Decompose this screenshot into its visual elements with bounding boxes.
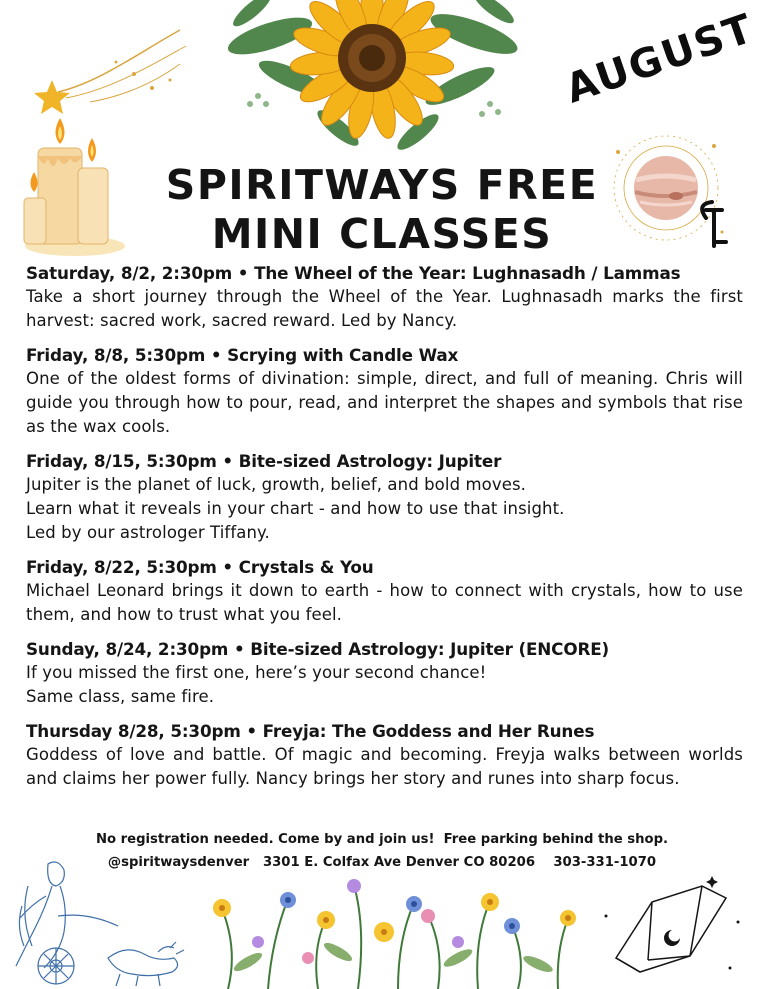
wildflowers-illustration — [188, 872, 588, 989]
event-title: Thursday 8/28, 5:30pm • Freyja: The Goddess and Her Runes — [26, 721, 595, 741]
sunflower-illustration — [222, 0, 522, 160]
page-title-line-1: SPIRITWAYS FREE — [165, 161, 599, 209]
event-description — [26, 579, 743, 627]
event-title: Sunday, 8/24, 2:30pm • Bite-sized Astrology: Jupiter (ENCORE) — [26, 639, 610, 659]
shooting-star-icon — [30, 22, 200, 122]
goddess-chariot-sketch — [8, 856, 194, 989]
event-description — [26, 285, 743, 333]
event-description-line: Take a short journey through the Wheel of the Year. Lughnasadh marks the first harvest: sacred work, sacred reward. Led by Nancy. — [26, 287, 743, 330]
event-item — [26, 556, 743, 627]
jupiter-symbol-icon — [702, 202, 726, 246]
event-title: Friday, 8/22, 5:30pm • Crystals & You — [26, 557, 374, 577]
month-heading: AUGUST — [560, 5, 760, 113]
crystal-moon-icon — [592, 872, 752, 982]
event-title: Saturday, 8/2, 2:30pm • The Wheel of the Year: Lughnasadh / Lammas — [26, 263, 681, 283]
event-item — [26, 344, 743, 439]
event-description-line: Same class, same fire. — [26, 687, 215, 706]
footer-contact: @spiritwaysdenver 3301 E. Colfax Ave Denver CO 80206 303-331-1070 — [107, 855, 657, 870]
event-description-line: Michael Leonard brings it down to earth - how to connect with crystals, how to use them, and how to trust what you feel. — [26, 581, 743, 624]
event-item — [26, 262, 743, 333]
event-description — [26, 367, 743, 439]
event-item — [26, 638, 743, 709]
event-list — [26, 262, 743, 802]
event-description-line: One of the oldest forms of divination: simple, direct, and full of meaning. Chris will guide you through how to pour, read, and interpret the shapes and symbols that rise as the wax cools. — [26, 369, 743, 436]
event-item — [26, 720, 743, 791]
event-description-line: Goddess of love and battle. Of magic and becoming. Freyja walks between worlds and claims her power fully. Nancy brings her story and runes into sharp focus. — [26, 745, 743, 788]
event-description — [26, 473, 743, 545]
footer-notice: No registration needed. Come by and join us! Free parking behind the shop. — [95, 832, 669, 847]
event-title: Friday, 8/15, 5:30pm • Bite-sized Astrology: Jupiter — [26, 451, 502, 471]
event-item — [26, 450, 743, 545]
candles-illustration — [20, 108, 130, 258]
event-description — [26, 743, 743, 791]
event-description-line: If you missed the first one, here’s your second chance! — [26, 663, 487, 682]
event-description — [26, 661, 743, 709]
event-description-line: Jupiter is the planet of luck, growth, belief, and bold moves. — [26, 475, 527, 494]
event-description-line: Led by our astrologer Tiffany. — [26, 523, 270, 542]
event-description-line: Learn what it reveals in your chart - and how to use that insight. — [26, 499, 565, 518]
event-title: Friday, 8/8, 5:30pm • Scrying with Candle Wax — [26, 345, 459, 365]
page-title-line-2: MINI CLASSES — [211, 210, 553, 258]
